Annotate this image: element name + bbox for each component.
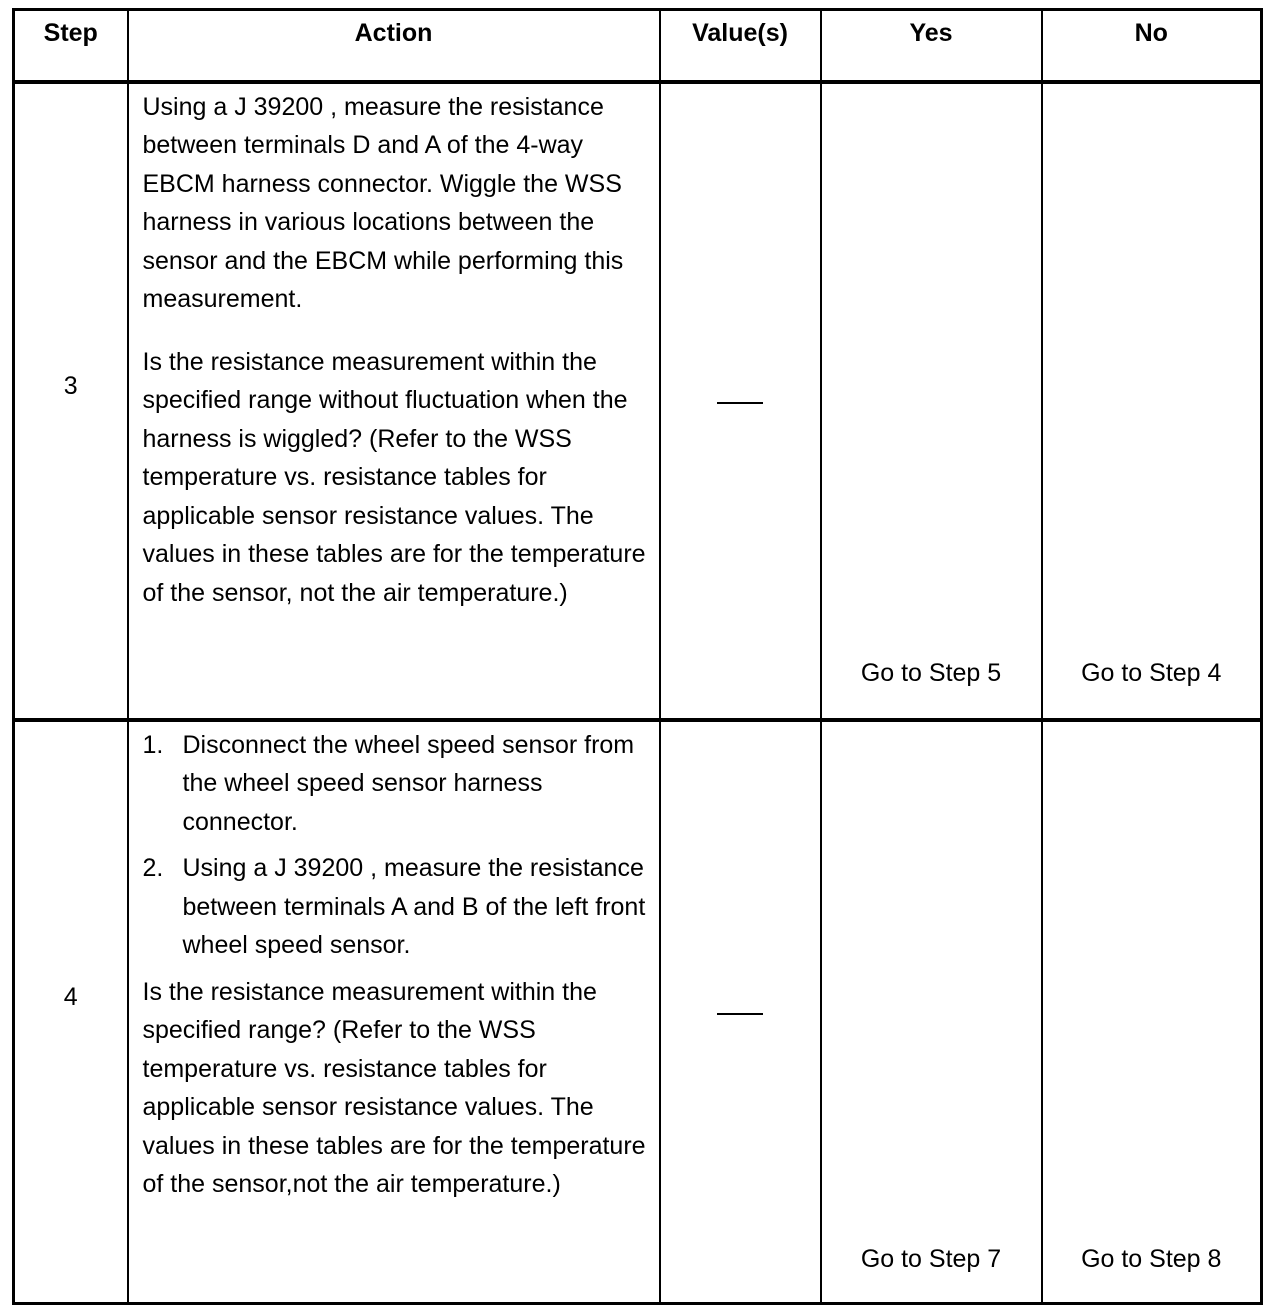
action-cell	[128, 82, 660, 720]
no-cell: Go to Step 8	[1042, 720, 1262, 1304]
step-number-text: 4	[63, 983, 78, 1012]
header-no: No	[1042, 10, 1262, 82]
action-question: Is the resistance measurement within the specified range? (Refer to the WSS temperature vs. resistance tables for applicable sensor resistance values. The values in these tables are for the temperature of the sensor,not the air temperature.)	[142, 977, 646, 1198]
diagnostic-table	[12, 8, 1263, 1305]
header-row	[14, 10, 1262, 82]
value-dash	[717, 402, 763, 404]
action-question: Is the resistance measurement within the specified range without fluctuation when the harness is wiggled? (Refer to the WSS temperature vs. resistance tables for applicable sensor resistance values. The values in these tables are for the temperature of the sensor, not the air temperature.)	[142, 347, 646, 607]
header-action: Action	[128, 10, 660, 82]
value-cell	[660, 720, 821, 1304]
header-step: Step	[14, 10, 128, 82]
table-row	[14, 82, 1262, 720]
list-item	[143, 726, 649, 842]
list-item-text: Disconnect the wheel speed sensor from the wheel speed sensor harness connector.	[182, 730, 635, 836]
list-item-number: 2.	[142, 854, 164, 882]
action-instruction: Using a J 39200 , measure the resistance between terminals D and A of the 4-way EBCM harness connector. Wiggle the WSS harness in various locations between the sensor and the EBCM while performing this measurement.	[142, 92, 624, 313]
no-cell: Go to Step 4	[1042, 82, 1262, 720]
list-item-text: Using a J 39200 , measure the resistance between terminals A and B of the left front wheel speed sensor.	[182, 854, 646, 959]
table-row	[14, 720, 1262, 1304]
step-number	[14, 82, 128, 720]
action-steps-list	[143, 726, 649, 965]
step-number-text: 3	[63, 372, 78, 400]
list-item	[143, 849, 649, 965]
value-cell	[660, 82, 821, 720]
header-yes: Yes	[821, 10, 1042, 82]
yes-cell: Go to Step 7	[821, 720, 1042, 1304]
action-cell	[128, 720, 660, 1304]
header-values: Value(s)	[660, 10, 821, 82]
yes-cell: Go to Step 5	[821, 82, 1042, 720]
list-item-number: 1.	[142, 730, 164, 759]
value-dash	[717, 1013, 763, 1015]
step-number	[14, 720, 128, 1304]
